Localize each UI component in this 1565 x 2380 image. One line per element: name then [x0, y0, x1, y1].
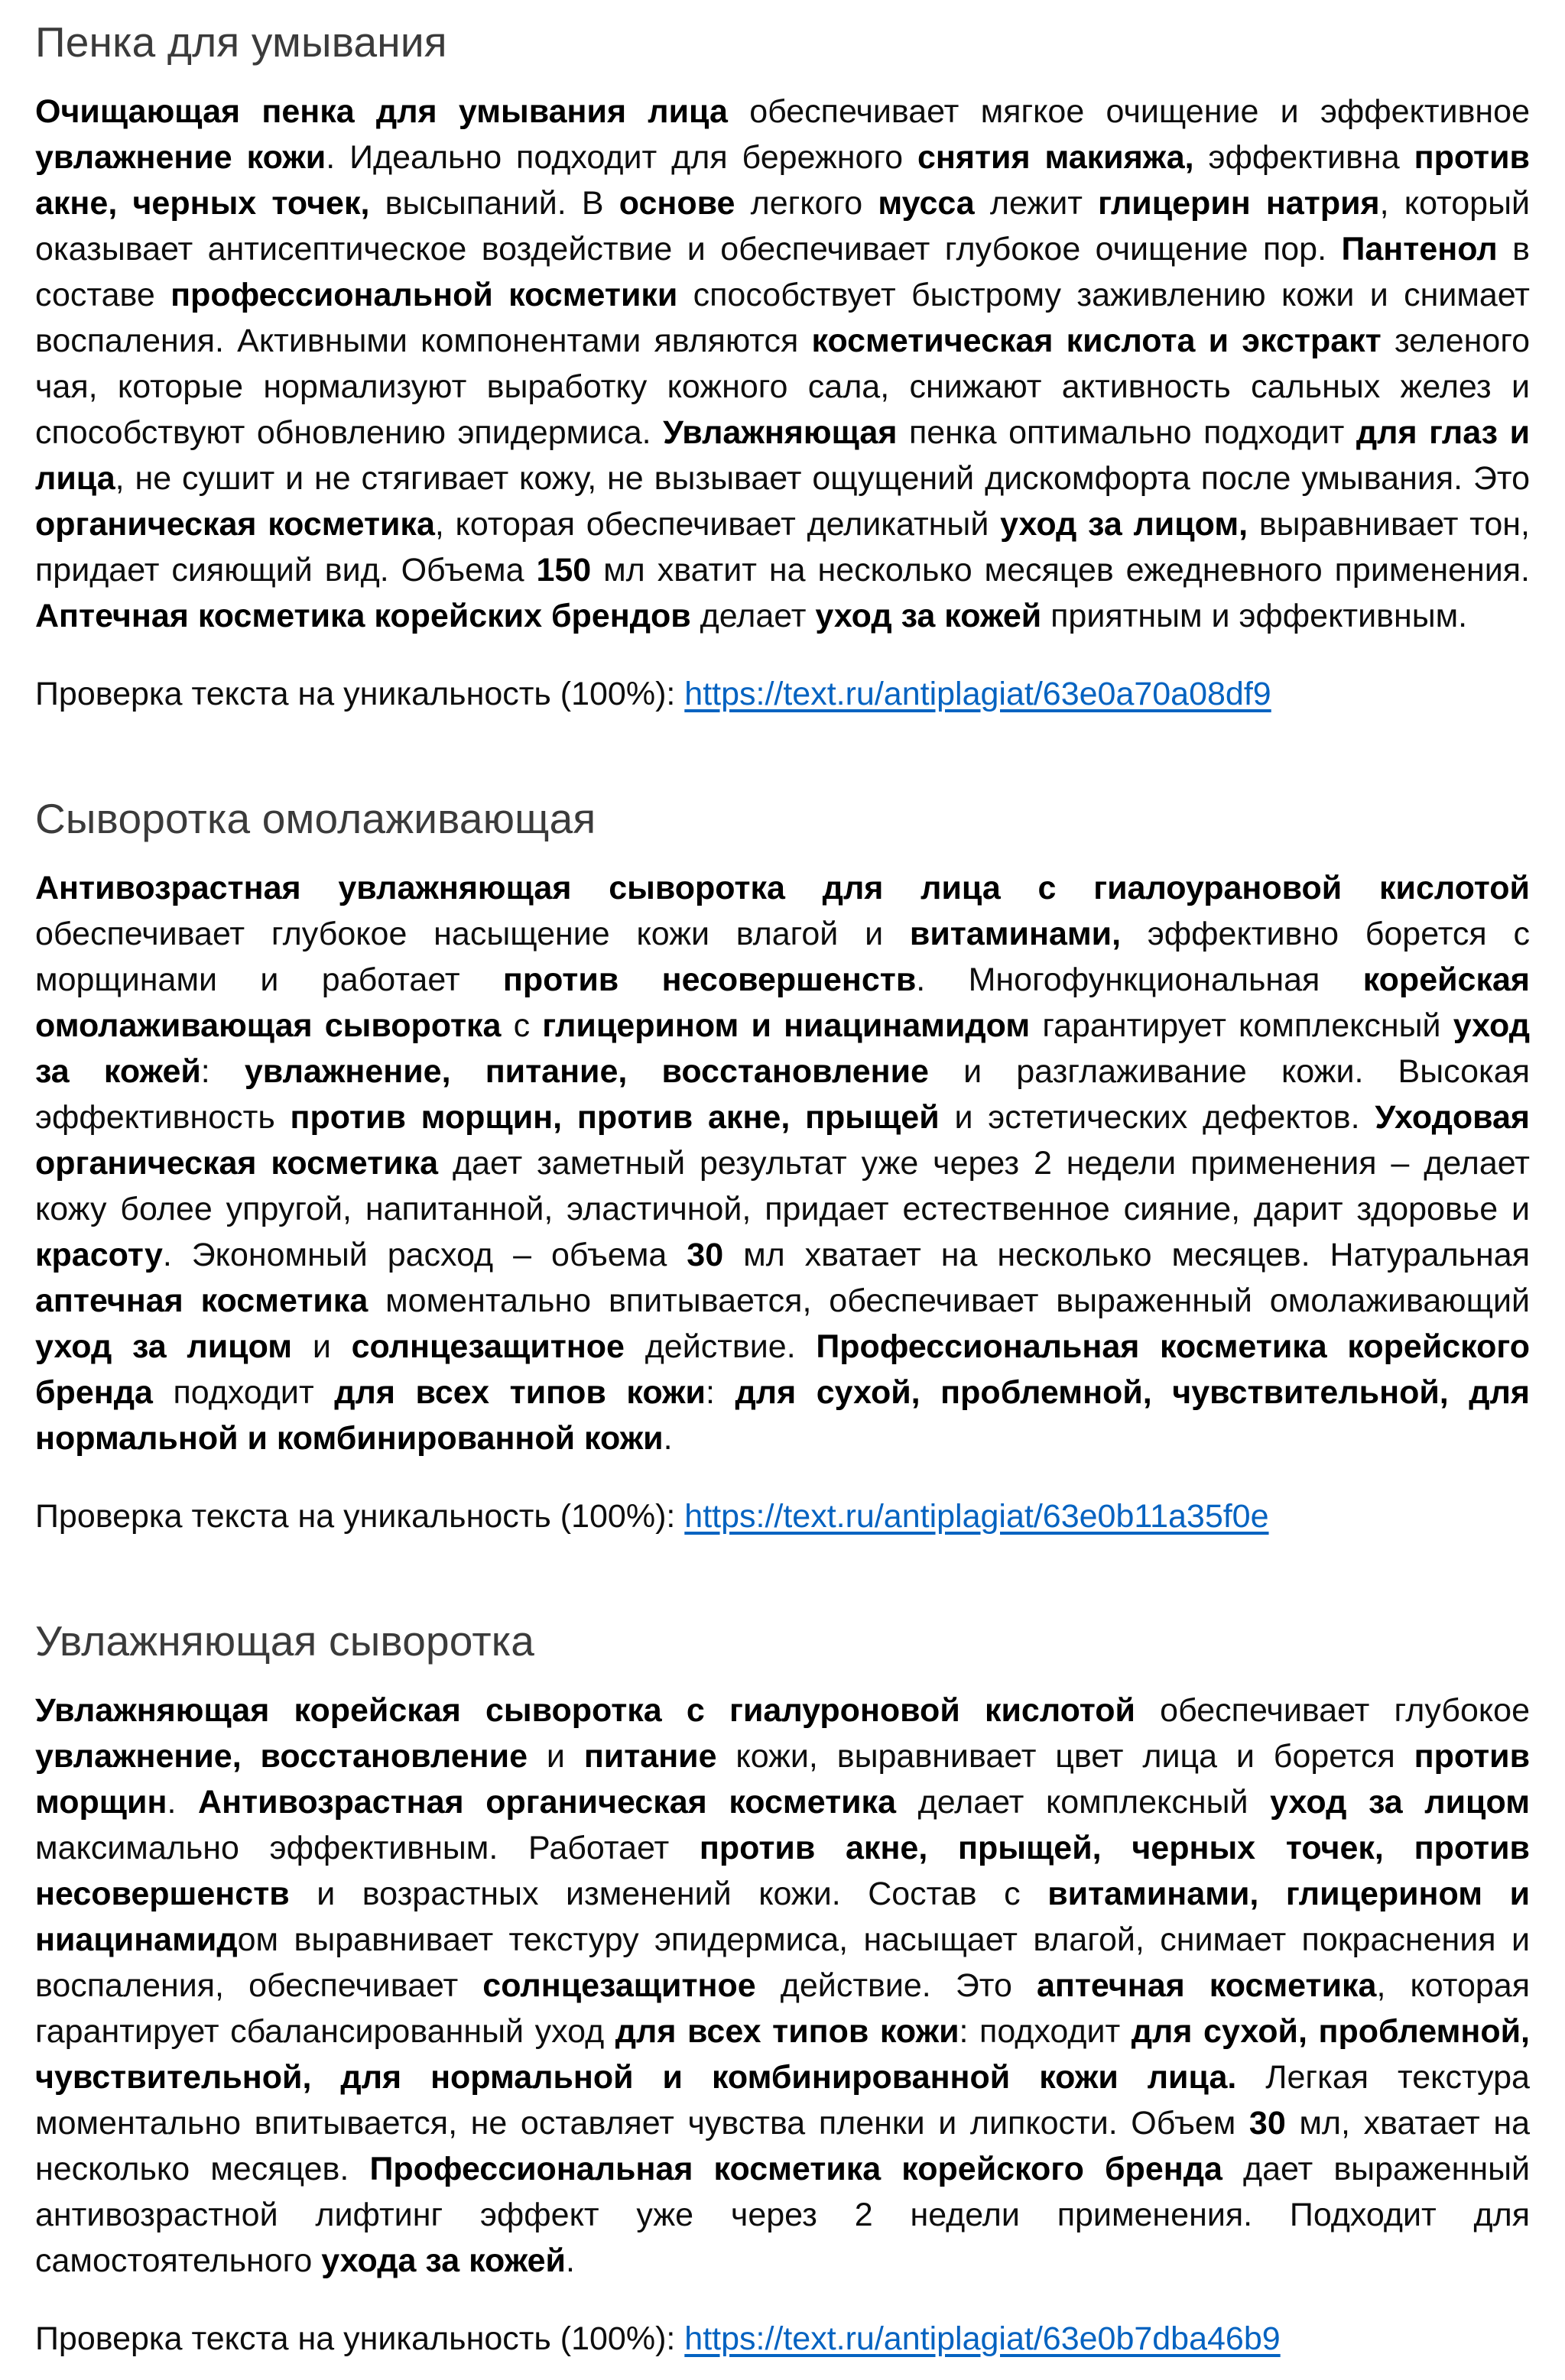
section-heading-moisturizing-serum: Увлажняющая сыворотка: [35, 1617, 535, 1665]
section-rejuvenating-serum: [35, 793, 1530, 1539]
product-description-rejuvenating-serum: Антивозрастная увлажняющая сыворотка для лица с гиалоурановой кислотой обеспечивает глубокое насыщение кожи влагой и витаминами, эффективно борется с морщинами и работает против несовершенств. Многофункциональная корейская омолаживающая сыворотка с глицерином и ниацинамидом гарантирует комплексный уход за кожей: увлажнение, питание, восстановление и разглаживание кожи. Высокая эффективность против морщин, против акне, прыщей и эстетических дефектов. Уходовая органическая косметика дает заметный результат уже через 2 недели применения – делает кожу более упругой, напитанной, эластичной, придает естественное сияние, дарит здоровье и красоту. Экономный расход – объема 30 мл хватает на несколько месяцев. Натуральная аптечная косметика моментально впитывается, обеспечивает выраженный омолаживающий уход за лицом и солнцезащитное действие. Профессиональная косметика корейского бренда подходит для всех типов кожи: для сухой, проблемной, чувствительной, для нормальной и комбинированной кожи.: [35, 870, 1531, 1457]
uniqueness-check-line: [35, 671, 1530, 717]
uniqueness-check-label: Проверка текста на уникальность (100%):: [35, 676, 685, 712]
uniqueness-check-label: Проверка текста на уникальность (100%):: [35, 2320, 685, 2357]
section-moisturizing-serum: [35, 1616, 1530, 2362]
section-face-wash-foam: [35, 17, 1530, 717]
section-heading-face-wash-foam: Пенка для умывания: [35, 18, 447, 66]
product-description-moisturizing-serum: Увлажняющая корейская сыворотка с гиалуроновой кислотой обеспечивает глубокое увлажнение, восстановление и питание кожи, выравнивает цвет лица и борется против морщин. Антивозрастная органическая косметика делает комплексный уход за лицом максимально эффективным. Работает против акне, прыщей, черных точек, против несовершенств и возрастных изменений кожи. Состав с витаминами, глицерином и ниацинамидом выравнивает текстуру эпидермиса, насыщает влагой, снимает покраснения и воспаления, обеспечивает солнцезащитное действие. Это аптечная косметика, которая гарантирует сбалансированный уход для всех типов кожи: подходит для сухой, проблемной, чувствительной, для нормальной и комбинированной кожи лица. Легкая текстура моментально впитывается, не оставляет чувства пленки и липкости. Объем 30 мл, хватает на несколько месяцев. Профессиональная косметика корейского бренда дает выраженный антивозрастной лифтинг эффект уже через 2 недели применения. Подходит для самостоятельного ухода за кожей.: [35, 1692, 1531, 2279]
product-description-face-wash-foam: Очищающая пенка для умывания лица обеспечивает мягкое очищение и эффективное увлажнение кожи. Идеально подходит для бережного снятия макияжа, эффективна против акне, черных точек, высыпаний. В основе легкого мусса лежит глицерин натрия, который оказывает антисептическое воздействие и обеспечивает глубокое очищение пор. Пантенол в составе профессиональной косметики способствует быстрому заживлению кожи и снимает воспаления. Активными компонентами являются косметическая кислота и экстракт зеленого чая, которые нормализуют выработку кожного сала, снижают активность сальных желез и способствуют обновлению эпидермиса. Увлажняющая пенка оптимально подходит для глаз и лица, не сушит и не стягивает кожу, не вызывает ощущений дискомфорта после умывания. Это органическая косметика, которая обеспечивает деликатный уход за лицом, выравнивает тон, придает сияющий вид. Объема 150 мл хватит на несколько месяцев ежедневного применения. Аптечная косметика корейских брендов делает уход за кожей приятным и эффективным.: [35, 93, 1531, 634]
antiplagiat-link[interactable]: https://text.ru/antiplagiat/63e0b11a35f0e: [684, 1498, 1269, 1535]
section-heading-rejuvenating-serum: Сыворотка омолаживающая: [35, 795, 596, 842]
uniqueness-check-line: [35, 2316, 1530, 2362]
antiplagiat-link[interactable]: https://text.ru/antiplagiat/63e0a70a08df9: [684, 676, 1271, 712]
antiplagiat-link[interactable]: https://text.ru/antiplagiat/63e0b7dba46b9: [684, 2320, 1281, 2357]
uniqueness-check-label: Проверка текста на уникальность (100%):: [35, 1498, 685, 1535]
uniqueness-check-line: [35, 1493, 1530, 1539]
